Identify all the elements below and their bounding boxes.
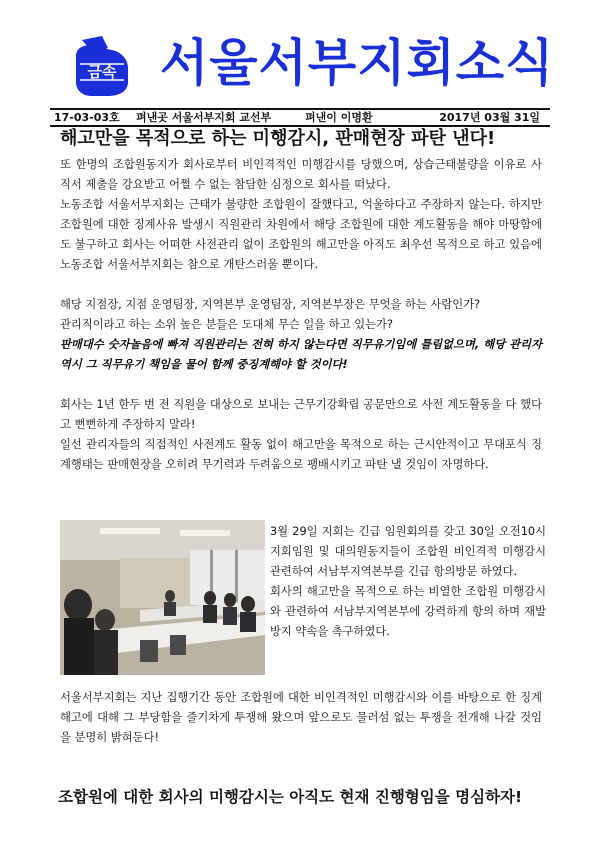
publisher: 펴낸곳 서울서부지회 교선부	[136, 111, 272, 124]
issue-info-bar	[50, 108, 550, 127]
side-paragraph-2: 회사의 해고만을 목적으로 하는 비열한 조합원 미행감시와 관련하여 서남부지역본부에 강력하게 항의 하며 재발방지 약속을 촉구하였다.	[270, 585, 546, 638]
newsletter-title: 서울서부지회소식	[160, 34, 555, 92]
emphasis-statement: 판매대수 숫자놀음에 빠져 직원관리는 전혀 하지 않는다면 직무유기임에 틀림없으며, 해당 관리자 역시 그 직무유기 책임을 물어 함께 중징계해야 할 것이다!	[60, 338, 542, 371]
protest-visit-text	[270, 522, 546, 642]
closing-paragraph: 서울서부지회는 지난 집행기간 동안 조합원에 대한 비인격적인 미행감시와 이를 바탕으로 한 징계해고에 대해 그 부당함을 줄기차게 투쟁해 왔으며 앞으로도 물러섬 없는 투쟁을 전개해 나갈 것임을 분명히 밝혀둔다!	[60, 691, 542, 744]
paragraph-2: 노동조합 서울서부지회는 근태가 불량한 조합원이 잘했다고, 억울하다고 주장하지 않는다. 하지만 조합원에 대한 징계사유 발생시 직원관리 차원에서 해당 조합원에 대한 계도활동을 해야 마땅함에도 불구하고 회사는 어떠한 사전관리 없이 조합원의 해고만을 아직도 최우선 목적으로 하고 있음에 노동조합 서울서부지회는 참으로 개탄스러울 뿐이다.	[60, 198, 542, 271]
meeting-photo	[60, 520, 265, 675]
paragraph-3: 회사는 1년 한두 번 전 직원을 대상으로 보내는 근무기강확립 공문만으로 사전 계도활동을 다 했다고 뻔뻔하게 주장하지 말라!	[60, 398, 542, 431]
paragraph-1: 또 한명의 조합원동지가 회사로부터 비인격적인 미행감시를 당했으며, 상습근태불량을 이유로 사직서 제출을 강요받고 어쩔 수 없는 참담한 심정으로 회사를 떠났다.	[60, 158, 542, 191]
final-slogan: 조합원에 대한 회사의 미행감시는 아직도 현재 진행형임을 명심하자!	[58, 788, 523, 806]
logo-text: 금속	[87, 63, 117, 81]
question-2: 관리직이라고 하는 소위 높은 분들은 도대체 무슨 일을 하고 있는가?	[60, 318, 393, 331]
article-body	[60, 155, 542, 475]
editor: 펴낸이 이명환	[305, 111, 373, 124]
union-logo	[72, 34, 140, 98]
paragraph-4: 일선 관리자들의 직접적인 사전계도 활동 없이 해고만을 목적으로 하는 근시안적이고 무대포식 징계행태는 판매현장을 오히려 무기력과 두려움으로 팽배시키고 파탄 낼 것임이 자명하다.	[60, 438, 542, 471]
issue-date: 2017년 03월 31일	[439, 111, 540, 124]
masthead	[60, 24, 555, 104]
side-paragraph-1: 3월 29일 지회는 긴급 임원회의를 갖고 30일 오전10시 지회임원 및 대의원동지들이 조합원 비인격적 미행감시 관련하여 서남부지역본부를 긴급 항의방문 하였다.	[270, 525, 546, 578]
headline: 해고만을 목적으로 하는 미행감시, 판매현장 파탄 낸다!	[60, 128, 496, 149]
question-1: 해당 지점장, 지점 운영팀장, 지역본부 운영팀장, 지역본부장은 무엇을 하는 사람인가?	[60, 298, 481, 311]
issue-number: 17-03-03호	[54, 111, 120, 124]
closing-statement	[60, 688, 542, 748]
